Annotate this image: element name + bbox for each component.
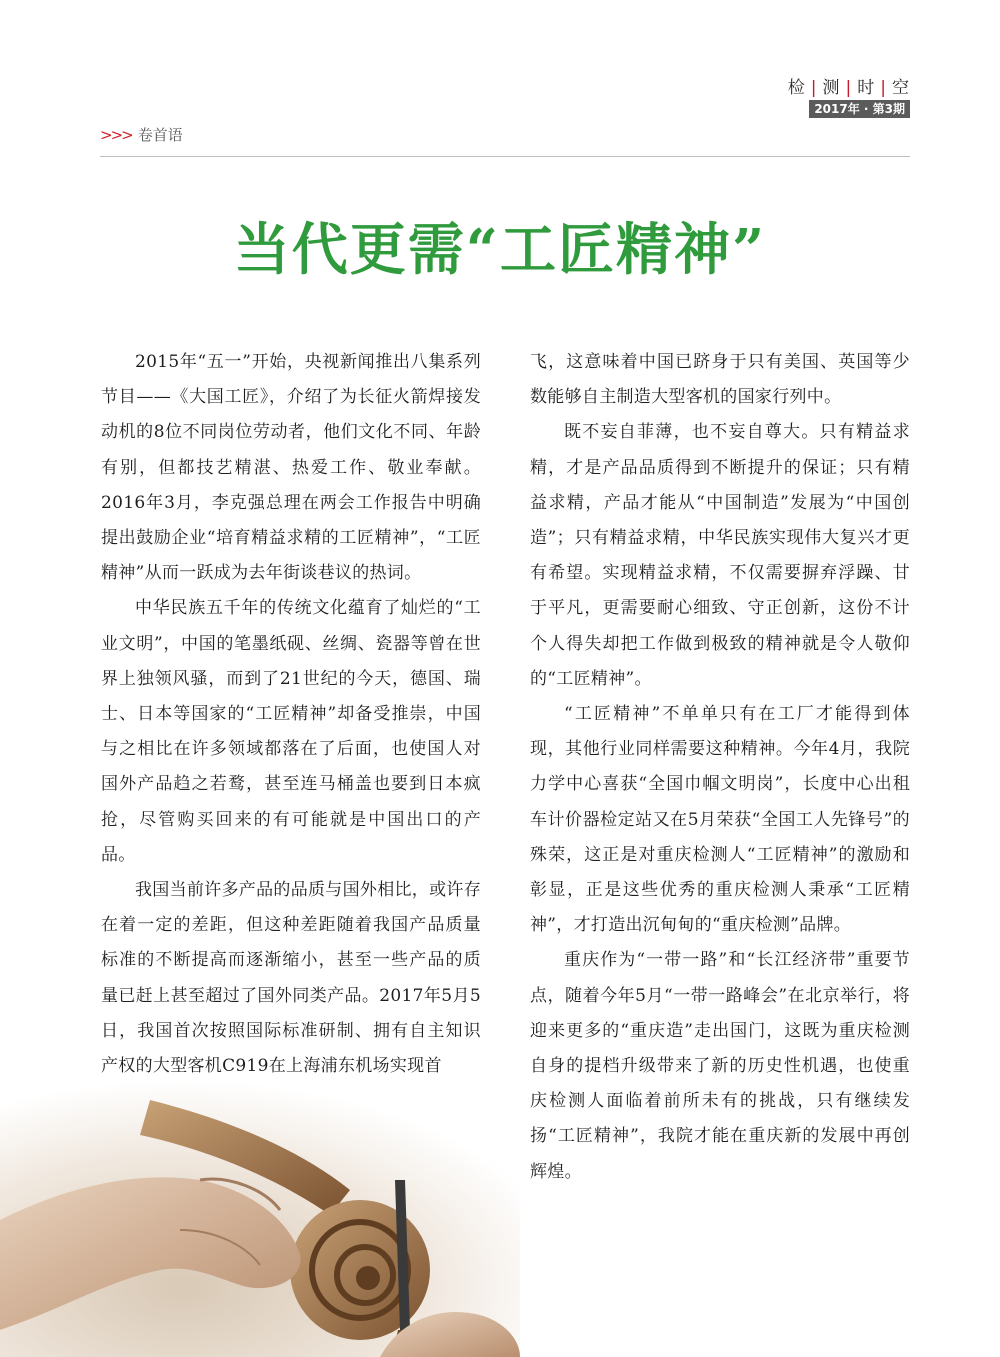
masthead bbox=[788, 78, 910, 118]
paragraph: 重庆作为“一带一路”和“长江经济带”重要节点，随着今年5月“一带一路峰会”在北京举行，将迎来更多的“重庆造”走出国门，这既为重庆检测自身的提档升级带来了新的历史性机遇，也使重庆检测人面临着前所未有的挑战，只有继续发扬“工匠精神”，我院才能在重庆新的发展中再创辉煌。 bbox=[530, 950, 910, 1182]
section-name: 卷首语 bbox=[137, 126, 183, 144]
paragraph-continuation: 飞，这意味着中国已跻身于只有美国、英国等少数能够自主制造大型客机的国家行列中。 bbox=[530, 352, 910, 408]
paragraph: 既不妄自菲薄，也不妄自尊大。只有精益求精，才是产品品质得到不断提升的保证；只有精益求精，产品才能从“中国制造”发展为“中国创造”；只有精益求精，中华民族实现伟大复兴才更有希望。实现精益求精，不仅需要摒弃浮躁、甘于平凡，更需要耐心细致、守正创新，这份不计个人得失却把工作做到极致的精神就是令人敬仰的“工匠精神”。 bbox=[530, 422, 910, 689]
right-column bbox=[530, 345, 910, 1190]
masthead-char: 空 bbox=[892, 78, 910, 98]
craftsman-carving-violin-scroll-icon bbox=[0, 1080, 520, 1357]
header-divider bbox=[100, 156, 910, 157]
issue-badge: 2017年 · 第3期 bbox=[809, 100, 910, 118]
paragraph: “工匠精神”不单单只有在工厂才能得到体现，其他行业同样需要这种精神。今年4月，我院力学中心喜获“全国巾帼文明岗”，长度中心出租车计价器检定站又在5月荣获“全国工人先锋号”的殊荣，这正是对重庆检测人“工匠精神”的激励和彰显，正是这些优秀的重庆检测人秉承“工匠精神”，才打造出沉甸甸的“重庆检测”品牌。 bbox=[530, 704, 910, 936]
masthead-char: 测 bbox=[822, 78, 841, 98]
paragraph: 2015年“五一”开始，央视新闻推出八集系列节目——《大国工匠》，介绍了为长征火箭焊接发动机的8位不同岗位劳动者，他们文化不同、年龄有别，但都技艺精湛、热爱工作、敬业奉献。2016年3月，李克强总理在两会工作报告中明确提出鼓励企业“培育精益求精的工匠精神”，“工匠精神”从而一跃成为去年街谈巷议的热词。 bbox=[101, 352, 481, 584]
left-column bbox=[101, 345, 481, 1084]
masthead-char: 检 bbox=[787, 78, 806, 98]
article-title: 当代更需“工匠精神” bbox=[233, 217, 767, 283]
chevrons-icon: >>> bbox=[100, 126, 132, 144]
magazine-name: 检 | 测 | 时 | 空 bbox=[787, 78, 910, 98]
paragraph: 中华民族五千年的传统文化蕴育了灿烂的“工业文明”，中国的笔墨纸砚、丝绸、瓷器等曾在世界上独领风骚，而到了21世纪的今天，德国、瑞士、日本等国家的“工匠精神”却备受推崇，中国与之相比在许多领域都落在了后面，也使国人对国外产品趋之若鹜，甚至连马桶盖也要到日本疯抢，尽管购买回来的有可能就是中国出口的产品。 bbox=[101, 598, 481, 865]
masthead-char: 时 bbox=[857, 78, 876, 98]
paragraph: 我国当前许多产品的品质与国外相比，或许存在着一定的差距，但这种差距随着我国产品质量标准的不断提高而逐渐缩小，甚至一些产品的质量已赶上甚至超过了国外同类产品。2017年5月5日，我国首次按照国际标准研制、拥有自主知识产权的大型客机C919在上海浦东机场实现首 bbox=[101, 880, 481, 1077]
section-label bbox=[100, 124, 183, 145]
